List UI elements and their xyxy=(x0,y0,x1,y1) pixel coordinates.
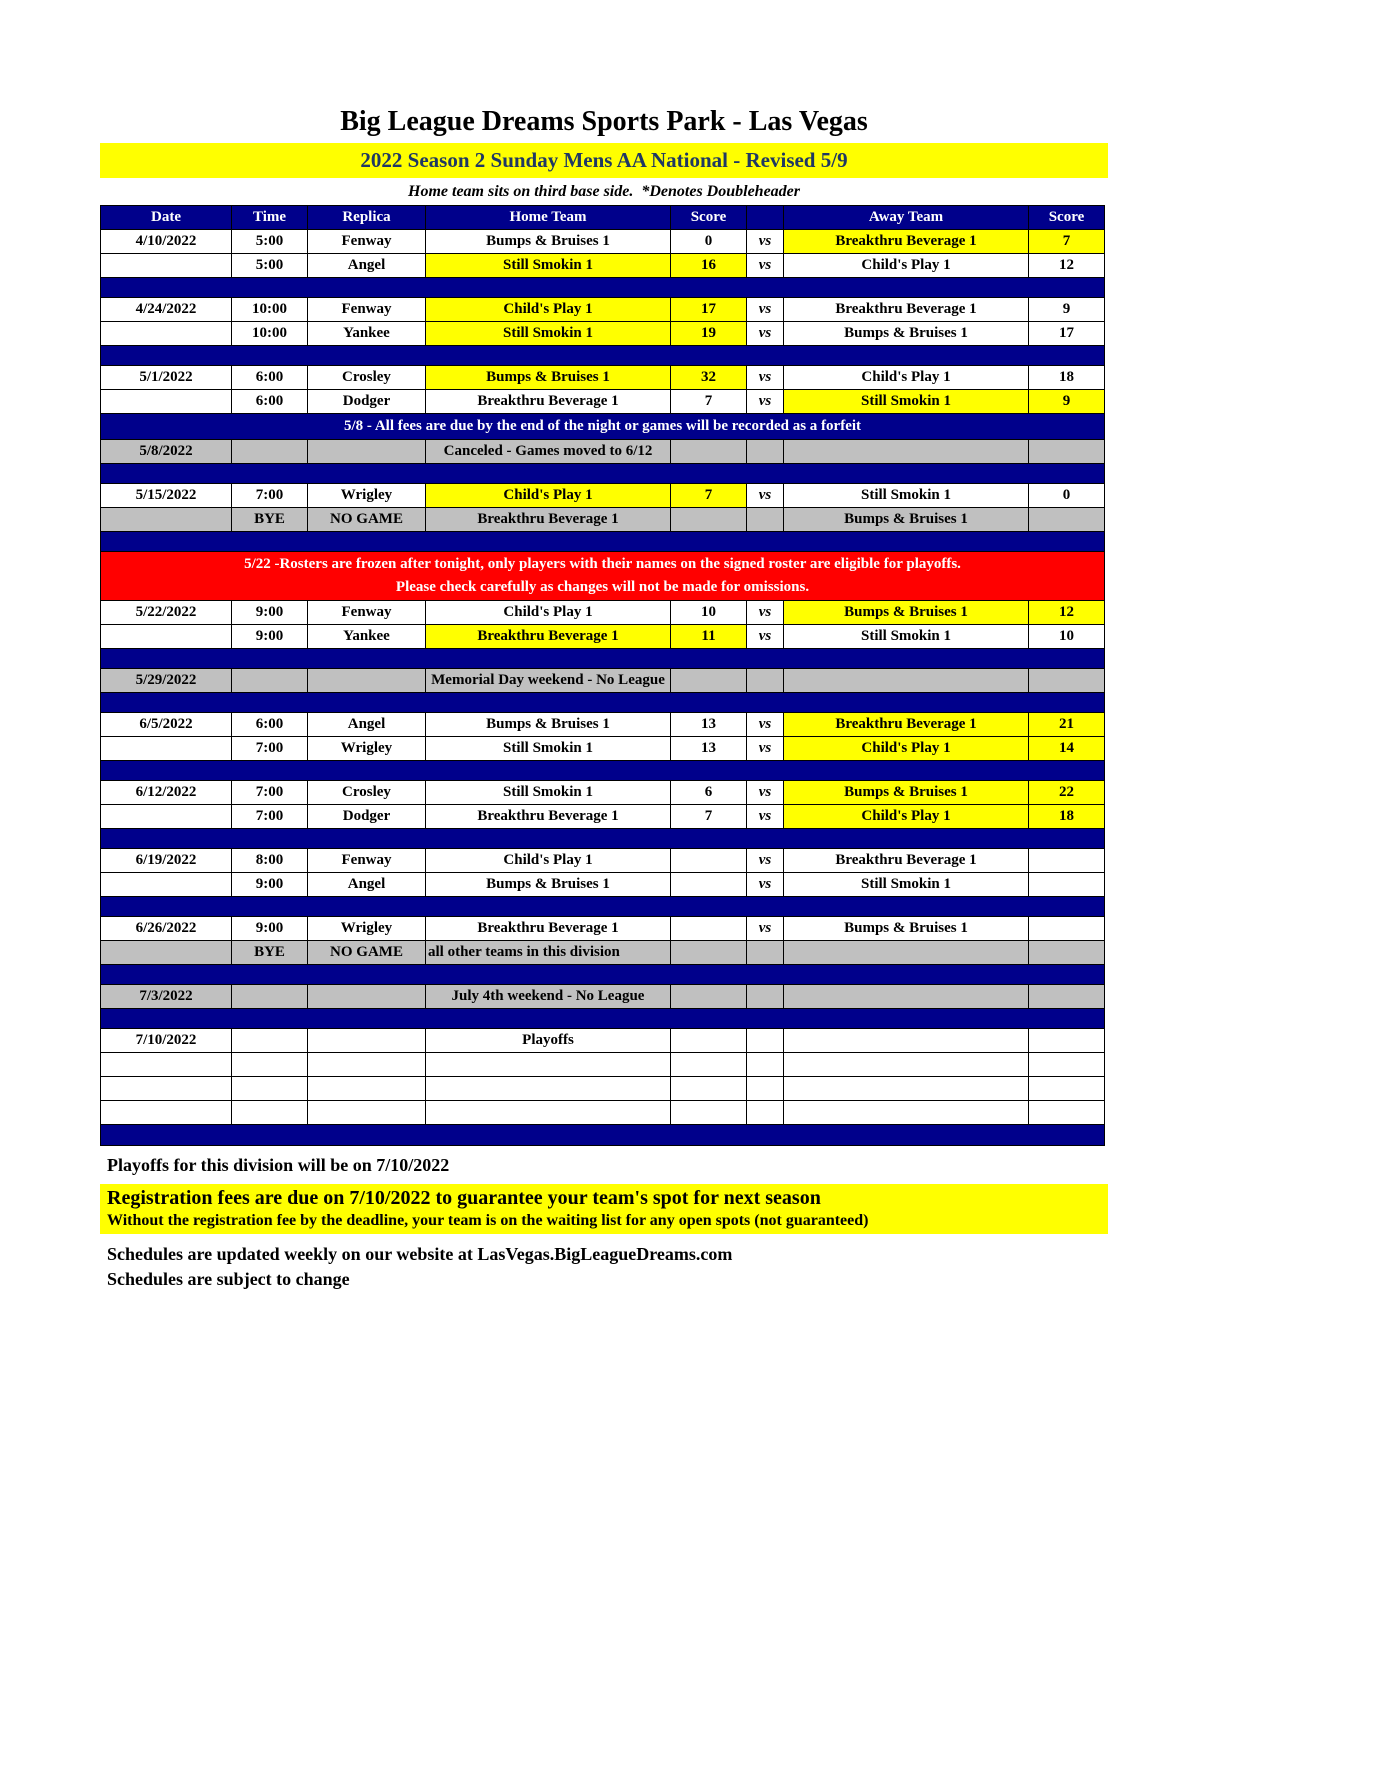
footer-subject-to-change: Schedules are subject to change xyxy=(107,1269,350,1290)
date-cell: 6/5/2022 xyxy=(101,713,232,737)
separator-row xyxy=(101,346,1105,366)
notice-cell xyxy=(101,552,1105,601)
date-cell xyxy=(101,873,232,897)
home-score-cell: 19 xyxy=(671,322,747,346)
empty-row xyxy=(101,1053,1105,1077)
game-row xyxy=(101,254,1105,278)
separator-bar xyxy=(101,829,1105,849)
time-cell: 9:00 xyxy=(232,625,308,649)
separator-row xyxy=(101,897,1105,917)
vs-cell xyxy=(747,1053,784,1077)
away-score-cell: 7 xyxy=(1029,230,1105,254)
home-team-note: Home team sits on third base side. *Denotes Doubleheader xyxy=(408,183,800,201)
replica-cell xyxy=(308,1101,426,1125)
away-score-cell: 21 xyxy=(1029,713,1105,737)
separator-bar xyxy=(101,346,1105,366)
away-team-cell: Still Smokin 1 xyxy=(784,873,1029,897)
date-cell xyxy=(101,625,232,649)
home-team-cell: Child's Play 1 xyxy=(426,601,671,625)
away-score-cell: 10 xyxy=(1029,625,1105,649)
separator-row xyxy=(101,761,1105,781)
date-cell xyxy=(101,508,232,532)
footer-playoffs-note: Playoffs for this division will be on 7/10/2022 xyxy=(107,1155,450,1176)
bye-row xyxy=(101,508,1105,532)
replica-cell: Crosley xyxy=(308,781,426,805)
replica-cell: NO GAME xyxy=(308,508,426,532)
away-score-cell: 22 xyxy=(1029,781,1105,805)
info-row xyxy=(101,669,1105,693)
time-cell: 7:00 xyxy=(232,781,308,805)
time-cell: 7:00 xyxy=(232,484,308,508)
home-team-cell: Child's Play 1 xyxy=(426,298,671,322)
away-score-cell: 14 xyxy=(1029,737,1105,761)
column-header-date: Date xyxy=(101,206,232,230)
away-team-cell xyxy=(784,1053,1029,1077)
home-score-cell: 6 xyxy=(671,781,747,805)
time-cell: 9:00 xyxy=(232,873,308,897)
vs-cell: vs xyxy=(747,322,784,346)
away-score-cell xyxy=(1029,849,1105,873)
home-team-cell: Still Smokin 1 xyxy=(426,781,671,805)
separator-row xyxy=(101,965,1105,985)
away-team-cell xyxy=(784,1029,1029,1053)
game-row xyxy=(101,713,1105,737)
footer xyxy=(100,1155,1108,1290)
vs-cell xyxy=(747,669,784,693)
replica-cell: Wrigley xyxy=(308,737,426,761)
page-title: Big League Dreams Sports Park - Las Vegas xyxy=(340,106,868,137)
vs-cell xyxy=(747,1101,784,1125)
time-cell: 5:00 xyxy=(232,254,308,278)
vs-cell: vs xyxy=(747,713,784,737)
vs-cell: vs xyxy=(747,625,784,649)
game-row xyxy=(101,849,1105,873)
home-team-cell: Breakthru Beverage 1 xyxy=(426,805,671,829)
vs-cell: vs xyxy=(747,390,784,414)
season-banner: 2022 Season 2 Sunday Mens AA National - Revised 5/9 xyxy=(100,143,1108,178)
date-cell: 5/15/2022 xyxy=(101,484,232,508)
away-score-cell: 9 xyxy=(1029,298,1105,322)
date-cell: 5/1/2022 xyxy=(101,366,232,390)
separator-row xyxy=(101,649,1105,669)
away-team-cell: Breakthru Beverage 1 xyxy=(784,713,1029,737)
notice-line: 5/8 - All fees are due by the end of the night or games will be recorded as a forfeit xyxy=(343,418,862,435)
replica-cell xyxy=(308,669,426,693)
game-row xyxy=(101,230,1105,254)
away-team-cell: Child's Play 1 xyxy=(784,366,1029,390)
playoff-row xyxy=(101,1029,1105,1053)
away-score-cell xyxy=(1029,1053,1105,1077)
time-cell: BYE xyxy=(232,941,308,965)
away-score-cell xyxy=(1029,440,1105,464)
away-score-cell xyxy=(1029,941,1105,965)
home-score-cell xyxy=(671,1053,747,1077)
game-row xyxy=(101,366,1105,390)
away-team-cell: Breakthru Beverage 1 xyxy=(784,230,1029,254)
away-score-cell xyxy=(1029,1077,1105,1101)
replica-cell: NO GAME xyxy=(308,941,426,965)
home-team-cell: Bumps & Bruises 1 xyxy=(426,366,671,390)
away-score-cell xyxy=(1029,917,1105,941)
replica-cell: Crosley xyxy=(308,366,426,390)
replica-cell: Fenway xyxy=(308,230,426,254)
schedule-table xyxy=(100,205,1105,1146)
time-cell xyxy=(232,1101,308,1125)
vs-cell: vs xyxy=(747,484,784,508)
info-message-cell: Canceled - Games moved to 6/12 xyxy=(426,440,671,464)
home-team-cell: Bumps & Bruises 1 xyxy=(426,713,671,737)
replica-cell: Angel xyxy=(308,254,426,278)
separator-bar xyxy=(101,649,1105,669)
separator-bar xyxy=(101,1009,1105,1029)
date-cell: 6/19/2022 xyxy=(101,849,232,873)
away-team-cell: Child's Play 1 xyxy=(784,805,1029,829)
away-score-cell: 12 xyxy=(1029,601,1105,625)
away-team-cell: Bumps & Bruises 1 xyxy=(784,781,1029,805)
home-team-cell: Child's Play 1 xyxy=(426,849,671,873)
away-score-cell xyxy=(1029,1101,1105,1125)
away-score-cell xyxy=(1029,508,1105,532)
vs-cell xyxy=(747,508,784,532)
home-score-cell xyxy=(671,917,747,941)
date-cell xyxy=(101,390,232,414)
home-score-cell xyxy=(671,873,747,897)
time-cell: 8:00 xyxy=(232,849,308,873)
game-row xyxy=(101,737,1105,761)
vs-cell xyxy=(747,985,784,1009)
game-row xyxy=(101,805,1105,829)
replica-cell: Angel xyxy=(308,713,426,737)
time-cell: 6:00 xyxy=(232,390,308,414)
time-cell: 5:00 xyxy=(232,230,308,254)
home-score-cell xyxy=(671,941,747,965)
replica-cell xyxy=(308,440,426,464)
home-score-cell xyxy=(671,669,747,693)
home-team-cell: Bumps & Bruises 1 xyxy=(426,230,671,254)
date-cell: 6/26/2022 xyxy=(101,917,232,941)
away-score-cell: 18 xyxy=(1029,366,1105,390)
separator-bar xyxy=(101,761,1105,781)
bottom-bar xyxy=(101,1125,1105,1146)
date-cell xyxy=(101,737,232,761)
time-cell xyxy=(232,1029,308,1053)
notice-row xyxy=(101,552,1105,601)
vs-cell xyxy=(747,440,784,464)
replica-cell: Wrigley xyxy=(308,484,426,508)
replica-cell xyxy=(308,1029,426,1053)
separator-row xyxy=(101,829,1105,849)
home-score-cell: 10 xyxy=(671,601,747,625)
away-team-cell: Child's Play 1 xyxy=(784,254,1029,278)
schedule-table-body xyxy=(101,230,1105,1146)
home-score-cell: 7 xyxy=(671,390,747,414)
date-cell: 7/3/2022 xyxy=(101,985,232,1009)
home-score-cell xyxy=(671,508,747,532)
home-score-cell: 13 xyxy=(671,737,747,761)
vs-cell: vs xyxy=(747,601,784,625)
separator-row xyxy=(101,693,1105,713)
footer-registration-block xyxy=(100,1184,1108,1234)
away-team-cell xyxy=(784,1077,1029,1101)
game-row xyxy=(101,484,1105,508)
vs-cell: vs xyxy=(747,230,784,254)
replica-cell: Yankee xyxy=(308,625,426,649)
time-cell xyxy=(232,985,308,1009)
replica-cell: Dodger xyxy=(308,805,426,829)
schedule-sheet xyxy=(100,106,1108,1290)
home-team-cell: Breakthru Beverage 1 xyxy=(426,390,671,414)
away-team-cell: Still Smokin 1 xyxy=(784,625,1029,649)
away-score-cell: 12 xyxy=(1029,254,1105,278)
home-team-cell: Breakthru Beverage 1 xyxy=(426,625,671,649)
replica-cell: Yankee xyxy=(308,322,426,346)
time-cell: 7:00 xyxy=(232,737,308,761)
home-team-cell xyxy=(426,1101,671,1125)
separator-bar xyxy=(101,693,1105,713)
info-row xyxy=(101,440,1105,464)
column-header-vs xyxy=(747,206,784,230)
game-row xyxy=(101,917,1105,941)
away-score-cell: 18 xyxy=(1029,805,1105,829)
date-cell xyxy=(101,941,232,965)
game-row xyxy=(101,322,1105,346)
vs-cell: vs xyxy=(747,917,784,941)
date-cell: 7/10/2022 xyxy=(101,1029,232,1053)
home-score-cell xyxy=(671,985,747,1009)
away-team-cell xyxy=(784,1101,1029,1125)
vs-cell: vs xyxy=(747,737,784,761)
home-team-cell: Breakthru Beverage 1 xyxy=(426,917,671,941)
game-row xyxy=(101,625,1105,649)
home-team-cell: Bumps & Bruises 1 xyxy=(426,873,671,897)
away-score-cell xyxy=(1029,873,1105,897)
column-header-home-score: Score xyxy=(671,206,747,230)
replica-cell: Dodger xyxy=(308,390,426,414)
home-score-cell: 7 xyxy=(671,805,747,829)
time-cell xyxy=(232,1077,308,1101)
home-score-cell: 7 xyxy=(671,484,747,508)
away-score-cell: 17 xyxy=(1029,322,1105,346)
game-row xyxy=(101,601,1105,625)
separator-row xyxy=(101,278,1105,298)
separator-bar xyxy=(101,532,1105,552)
home-score-cell: 32 xyxy=(671,366,747,390)
away-score-cell xyxy=(1029,669,1105,693)
date-cell: 4/24/2022 xyxy=(101,298,232,322)
time-cell: 10:00 xyxy=(232,322,308,346)
vs-cell xyxy=(747,941,784,965)
separator-row xyxy=(101,532,1105,552)
date-cell xyxy=(101,805,232,829)
away-score-cell: 9 xyxy=(1029,390,1105,414)
away-team-cell xyxy=(784,440,1029,464)
home-score-cell xyxy=(671,849,747,873)
away-team-cell: Bumps & Bruises 1 xyxy=(784,601,1029,625)
replica-cell: Fenway xyxy=(308,849,426,873)
date-cell: 5/22/2022 xyxy=(101,601,232,625)
vs-cell: vs xyxy=(747,873,784,897)
home-team-cell xyxy=(426,1077,671,1101)
info-message-cell: July 4th weekend - No League xyxy=(426,985,671,1009)
separator-bar xyxy=(101,278,1105,298)
time-cell: BYE xyxy=(232,508,308,532)
date-cell: 6/12/2022 xyxy=(101,781,232,805)
vs-cell: vs xyxy=(747,849,784,873)
away-team-cell: Breakthru Beverage 1 xyxy=(784,849,1029,873)
away-team-cell xyxy=(784,669,1029,693)
away-team-cell: Breakthru Beverage 1 xyxy=(784,298,1029,322)
column-header-away-team: Away Team xyxy=(784,206,1029,230)
footer-waitlist-note: Without the registration fee by the deadline, your team is on the waiting list for any open spots (not guaranteed) xyxy=(107,1212,869,1230)
home-score-cell: 17 xyxy=(671,298,747,322)
home-score-cell xyxy=(671,440,747,464)
game-row xyxy=(101,298,1105,322)
time-cell: 6:00 xyxy=(232,366,308,390)
separator-bar xyxy=(101,464,1105,484)
separator-bar xyxy=(101,965,1105,985)
away-team-cell: Bumps & Bruises 1 xyxy=(784,322,1029,346)
home-score-cell: 11 xyxy=(671,625,747,649)
replica-cell xyxy=(308,1053,426,1077)
notice-row xyxy=(101,414,1105,440)
away-team-cell: Bumps & Bruises 1 xyxy=(784,917,1029,941)
playoffs-cell: Playoffs xyxy=(426,1029,671,1053)
home-team-cell: Still Smokin 1 xyxy=(426,322,671,346)
vs-cell: vs xyxy=(747,781,784,805)
vs-cell: vs xyxy=(747,254,784,278)
away-team-cell: Child's Play 1 xyxy=(784,737,1029,761)
time-cell: 6:00 xyxy=(232,713,308,737)
footer-registration-due: Registration fees are due on 7/10/2022 to guarantee your team's spot for next season xyxy=(107,1187,821,1210)
home-score-cell: 0 xyxy=(671,230,747,254)
vs-cell xyxy=(747,1077,784,1101)
date-cell xyxy=(101,1053,232,1077)
game-row xyxy=(101,781,1105,805)
date-cell xyxy=(101,322,232,346)
away-score-cell xyxy=(1029,1029,1105,1053)
time-cell xyxy=(232,669,308,693)
column-header-away-score: Score xyxy=(1029,206,1105,230)
time-cell: 9:00 xyxy=(232,917,308,941)
date-cell: 5/29/2022 xyxy=(101,669,232,693)
home-team-cell: Child's Play 1 xyxy=(426,484,671,508)
away-team-cell: Still Smokin 1 xyxy=(784,484,1029,508)
separator-row xyxy=(101,1009,1105,1029)
vs-cell: vs xyxy=(747,366,784,390)
vs-cell xyxy=(747,1029,784,1053)
notice-cell xyxy=(101,414,1105,440)
notice-line: Please check carefully as changes will not be made for omissions. xyxy=(395,579,810,596)
info-row xyxy=(101,985,1105,1009)
time-cell xyxy=(232,1053,308,1077)
home-team-cell xyxy=(426,1053,671,1077)
date-cell: 4/10/2022 xyxy=(101,230,232,254)
time-cell: 7:00 xyxy=(232,805,308,829)
replica-cell: Fenway xyxy=(308,601,426,625)
game-row xyxy=(101,873,1105,897)
vs-cell: vs xyxy=(747,805,784,829)
away-team-cell: Bumps & Bruises 1 xyxy=(784,508,1029,532)
column-header-replica: Replica xyxy=(308,206,426,230)
replica-cell xyxy=(308,985,426,1009)
home-score-cell xyxy=(671,1101,747,1125)
date-cell xyxy=(101,1077,232,1101)
separator-row xyxy=(101,464,1105,484)
home-score-cell xyxy=(671,1029,747,1053)
column-header-home-team: Home Team xyxy=(426,206,671,230)
replica-cell: Angel xyxy=(308,873,426,897)
away-team-cell xyxy=(784,985,1029,1009)
separator-bar xyxy=(101,897,1105,917)
date-cell xyxy=(101,254,232,278)
away-team-cell: Still Smokin 1 xyxy=(784,390,1029,414)
replica-cell: Wrigley xyxy=(308,917,426,941)
home-team-cell: Breakthru Beverage 1 xyxy=(426,508,671,532)
bottom-row xyxy=(101,1125,1105,1146)
time-cell xyxy=(232,440,308,464)
footer-website-note: Schedules are updated weekly on our website at LasVegas.BigLeagueDreams.com xyxy=(107,1244,733,1265)
vs-cell: vs xyxy=(747,298,784,322)
time-cell: 9:00 xyxy=(232,601,308,625)
info-message-cell: Memorial Day weekend - No League xyxy=(426,669,671,693)
home-team-cell: all other teams in this division xyxy=(426,941,671,965)
away-score-cell xyxy=(1029,985,1105,1009)
column-header-time: Time xyxy=(232,206,308,230)
game-row xyxy=(101,390,1105,414)
home-score-cell: 13 xyxy=(671,713,747,737)
replica-cell: Fenway xyxy=(308,298,426,322)
date-cell: 5/8/2022 xyxy=(101,440,232,464)
time-cell: 10:00 xyxy=(232,298,308,322)
home-team-cell: Still Smokin 1 xyxy=(426,737,671,761)
away-team-cell xyxy=(784,941,1029,965)
empty-row xyxy=(101,1077,1105,1101)
bye-row xyxy=(101,941,1105,965)
notice-line: 5/22 -Rosters are frozen after tonight, only players with their names on the signed roster are eligible for playoffs. xyxy=(244,556,961,573)
home-score-cell: 16 xyxy=(671,254,747,278)
table-header-row xyxy=(101,206,1105,230)
home-score-cell xyxy=(671,1077,747,1101)
home-team-cell: Still Smokin 1 xyxy=(426,254,671,278)
date-cell xyxy=(101,1101,232,1125)
away-score-cell: 0 xyxy=(1029,484,1105,508)
empty-row xyxy=(101,1101,1105,1125)
replica-cell xyxy=(308,1077,426,1101)
